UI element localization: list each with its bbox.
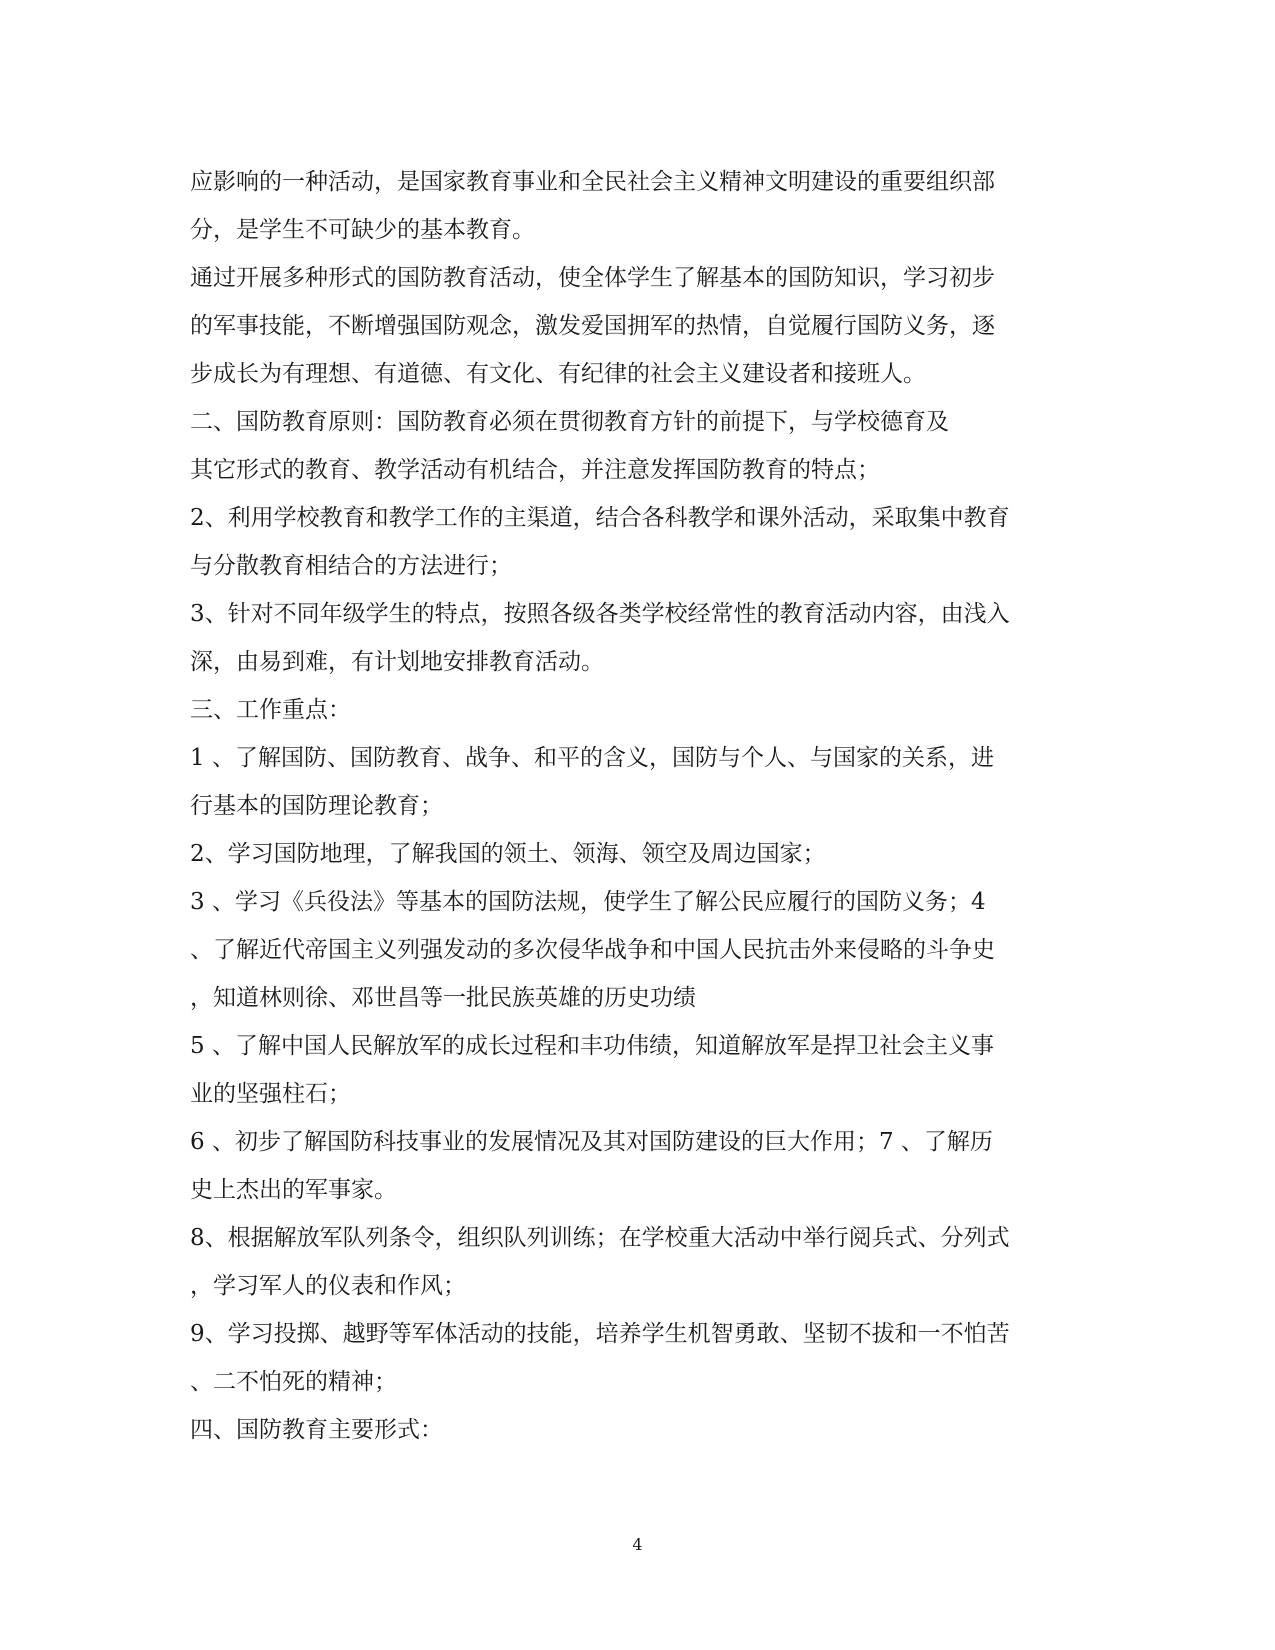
section-heading: 三、工作重点： (190, 697, 351, 723)
page-number: 4 (632, 1535, 643, 1554)
text-line: 、了解近代帝国主义列强发动的多次侵华战争和中国人民抗击外来侵略的斗争史 (190, 937, 995, 963)
text-line: 步成长为有理想、有道德、有文化、有纪律的社会主义建设者和接班人。 (190, 361, 926, 387)
text-line: 5 、了解中国人民解放军的成长过程和丰功伟绩，知道解放军是捍卫社会主义事 (190, 1033, 994, 1059)
section-heading: 二、国防教育原则：国防教育必须在贯彻教育方针的前提下，与学校德育及 (190, 409, 949, 435)
text-line: 9、学习投掷、越野等军体活动的技能，培养学生机智勇敢、坚韧不拔和一不怕苦 (190, 1321, 1010, 1347)
text-line: 6 、初步了解国防科技事业的发展情况及其对国防建设的巨大作用；7 、了解历 (190, 1129, 993, 1155)
text-line: 与分散教育相结合的方法进行； (190, 553, 512, 579)
text-line: ，知道林则徐、邓世昌等一批民族英雄的历史功绩 (190, 985, 696, 1011)
text-line: 其它形式的教育、教学活动有机结合，并注意发挥国防教育的特点； (190, 457, 880, 483)
text-line: 8、根据解放军队列条令，组织队列训练；在学校重大活动中举行阅兵式、分列式 (190, 1225, 1010, 1251)
body-text (190, 158, 1090, 1454)
text-line: 应影响的一种活动，是国家教育事业和全民社会主义精神文明建设的重要组织部 (190, 169, 995, 195)
text-line: 深，由易到难，有计划地安排教育活动。 (190, 649, 604, 675)
section-heading: 四、国防教育主要形式： (190, 1417, 443, 1443)
text-line: 史上杰出的军事家。 (190, 1177, 397, 1203)
text-line: 的军事技能，不断增强国防观念，激发爱国拥军的热情，自觉履行国防义务，逐 (190, 313, 995, 339)
text-line: 3、针对不同年级学生的特点，按照各级各类学校经常性的教育活动内容，由浅入 (190, 601, 1010, 627)
text-line: 2、利用学校教育和教学工作的主渠道，结合各科教学和课外活动，采取集中教育 (190, 505, 1010, 531)
text-line: 2、学习国防地理，了解我国的领土、领海、领空及周边国家； (190, 841, 826, 867)
text-line: ，学习军人的仪表和作风； (190, 1273, 466, 1299)
text-line: 分，是学生不可缺少的基本教育。 (190, 217, 535, 243)
text-line: 、二不怕死的精神； (190, 1369, 397, 1395)
text-line: 业的坚强柱石； (190, 1081, 351, 1107)
text-line: 通过开展多种形式的国防教育活动，使全体学生了解基本的国防知识，学习初步 (190, 265, 995, 291)
text-line: 行基本的国防理论教育； (190, 793, 443, 819)
text-line: 1 、了解国防、国防教育、战争、和平的含义，国防与个人、与国家的关系，进 (190, 745, 994, 771)
text-line: 3 、学习《兵役法》等基本的国防法规，使学生了解公民应履行的国防义务；4 (190, 889, 986, 915)
